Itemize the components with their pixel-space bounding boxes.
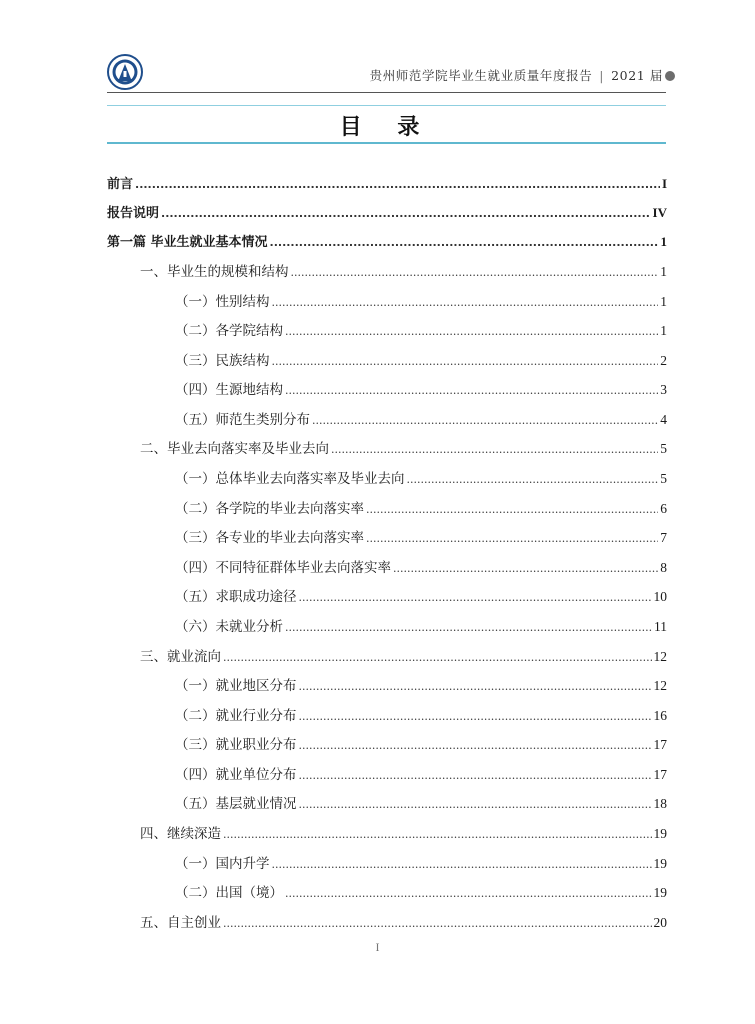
toc-leader-dots	[272, 856, 652, 872]
toc-leader-dots	[285, 382, 658, 398]
toc-entry-text: （三）各专业的毕业去向落实率	[175, 530, 364, 546]
toc-entry-page: 10	[653, 589, 667, 604]
toc-entry-text: （一）国内升学	[175, 856, 270, 872]
toc-entry[interactable]	[140, 822, 667, 842]
toc-entry[interactable]	[175, 881, 667, 901]
toc-leader-dots	[161, 206, 651, 221]
toc-leader-dots	[366, 530, 658, 546]
toc-leader-dots	[223, 826, 652, 842]
toc-entry-page: 19	[653, 885, 667, 900]
toc-entry-text: 前言	[107, 177, 134, 192]
toc-leader-dots	[223, 915, 652, 931]
toc-leader-dots	[272, 294, 659, 310]
toc-entry[interactable]	[175, 704, 667, 724]
toc-leader-dots	[299, 767, 652, 783]
toc-entry-text: （二）出国（境）	[175, 885, 283, 901]
toc-entry[interactable]	[175, 378, 667, 398]
toc-leader-dots	[285, 885, 652, 901]
report-header-title: 贵州师范学院毕业生就业质量年度报告	[369, 68, 593, 83]
toc-entry-page: 1	[660, 294, 667, 309]
toc-leader-dots	[299, 678, 652, 694]
toc-title: 目 录	[339, 115, 434, 140]
toc-leader-dots	[393, 560, 658, 576]
toc-entry[interactable]	[175, 526, 667, 546]
toc-leader-dots	[285, 619, 652, 635]
title-top-rule	[107, 105, 666, 106]
toc-entry-page: 19	[653, 856, 667, 871]
toc-leader-dots	[331, 441, 658, 457]
toc-leader-dots	[407, 471, 659, 487]
toc-entry[interactable]	[175, 408, 667, 428]
toc-entry-page: 1	[660, 234, 667, 249]
toc-entry-text: （五）师范生类别分布	[175, 412, 310, 428]
toc-entry-text: （五）基层就业情况	[175, 796, 297, 812]
toc-entry-page: 3	[660, 382, 667, 397]
toc-entry[interactable]	[175, 585, 667, 605]
toc-entry-page: I	[661, 176, 667, 191]
toc-entry-text: 四、继续深造	[140, 826, 221, 842]
toc-entry-page: 19	[653, 826, 667, 841]
toc-entry[interactable]	[140, 911, 667, 931]
toc-leader-dots	[299, 708, 652, 724]
toc-leader-dots	[299, 737, 652, 753]
toc-entry[interactable]	[175, 556, 667, 576]
toc-entry-text: （一）就业地区分布	[175, 678, 297, 694]
toc-entry[interactable]	[175, 615, 667, 635]
toc-leader-dots	[285, 323, 658, 339]
toc-entry-page: 11	[654, 619, 667, 634]
report-header	[370, 66, 663, 84]
toc-entry[interactable]	[175, 497, 667, 517]
toc-entry[interactable]	[107, 231, 667, 251]
toc-entry-page: 17	[653, 737, 667, 752]
toc-entry-text: （二）各学院的毕业去向落实率	[175, 501, 364, 517]
toc-entry-text: 五、自主创业	[140, 915, 221, 931]
toc-entry-page: 16	[653, 708, 667, 723]
toc-entry[interactable]	[175, 852, 667, 872]
toc-entry-text: （四）生源地结构	[175, 382, 283, 398]
toc-entry-text: 第一篇 毕业生就业基本情况	[107, 235, 268, 250]
toc-entry-page: 8	[660, 560, 667, 575]
toc-leader-dots	[312, 412, 658, 428]
toc-entry[interactable]	[175, 349, 667, 369]
toc-entry[interactable]	[175, 733, 667, 753]
toc-entry[interactable]	[107, 173, 667, 193]
toc-entry-text: （一）总体毕业去向落实率及毕业去向	[175, 471, 405, 487]
toc-entry-text: （四）就业单位分布	[175, 767, 297, 783]
toc-entry-page: 5	[660, 471, 667, 486]
toc-entry[interactable]	[175, 467, 667, 487]
toc-entry-page: 20	[653, 915, 667, 930]
toc-entry[interactable]	[175, 763, 667, 783]
toc-entry-text: 报告说明	[107, 206, 160, 221]
toc-entry-text: 一、毕业生的规模和结构	[140, 264, 289, 280]
toc-leader-dots	[299, 589, 652, 605]
toc-entry[interactable]	[140, 645, 667, 665]
toc-entry-page: 12	[653, 649, 667, 664]
toc-entry[interactable]	[175, 319, 667, 339]
toc-entry-text: 二、毕业去向落实率及毕业去向	[140, 441, 329, 457]
toc-leader-dots	[135, 177, 660, 192]
toc-entry-page: 1	[660, 323, 667, 338]
toc-entry-text: （二）就业行业分布	[175, 708, 297, 724]
toc-entry-text: （一）性别结构	[175, 294, 270, 310]
toc-entry-text: 三、就业流向	[140, 649, 221, 665]
toc-entry-text: （三）就业职业分布	[175, 737, 297, 753]
toc-entry-page: 7	[660, 530, 667, 545]
page-number: I	[375, 940, 380, 954]
header-dot-icon	[665, 71, 675, 81]
header-rule	[107, 92, 666, 93]
toc-entry[interactable]	[175, 674, 667, 694]
toc-leader-dots	[291, 264, 659, 280]
title-bottom-rule	[107, 142, 666, 144]
toc-entry-page: 18	[653, 796, 667, 811]
toc-entry-page: 2	[660, 353, 667, 368]
toc-entry[interactable]	[140, 260, 667, 280]
toc-entry-page: 5	[660, 441, 667, 456]
toc-entry-text: （三）民族结构	[175, 353, 270, 369]
toc-entry-page: 17	[653, 767, 667, 782]
toc-leader-dots	[223, 649, 652, 665]
toc-entry-page: 1	[660, 264, 667, 279]
university-emblem-icon	[107, 54, 143, 90]
toc-entry-page: 6	[660, 501, 667, 516]
toc-entry-text: （五）求职成功途径	[175, 589, 297, 605]
toc-leader-dots	[299, 796, 652, 812]
toc-leader-dots	[272, 353, 659, 369]
toc-leader-dots	[270, 235, 659, 250]
toc-entry-text: （二）各学院结构	[175, 323, 283, 339]
toc-leader-dots	[366, 501, 658, 517]
toc-entry-text: （六）未就业分析	[175, 619, 283, 635]
toc-entry[interactable]	[175, 290, 667, 310]
toc-entry-text: （四）不同特征群体毕业去向落实率	[175, 560, 391, 576]
toc-entry-page: IV	[652, 205, 667, 220]
toc-entry-page: 12	[653, 678, 667, 693]
toc-entry-page: 4	[660, 412, 667, 427]
toc-entry[interactable]	[175, 792, 667, 812]
header-separator: |	[599, 68, 605, 83]
report-header-year: 2021 届	[611, 68, 663, 83]
toc-entry[interactable]	[107, 202, 667, 222]
toc-entry[interactable]	[140, 437, 667, 457]
